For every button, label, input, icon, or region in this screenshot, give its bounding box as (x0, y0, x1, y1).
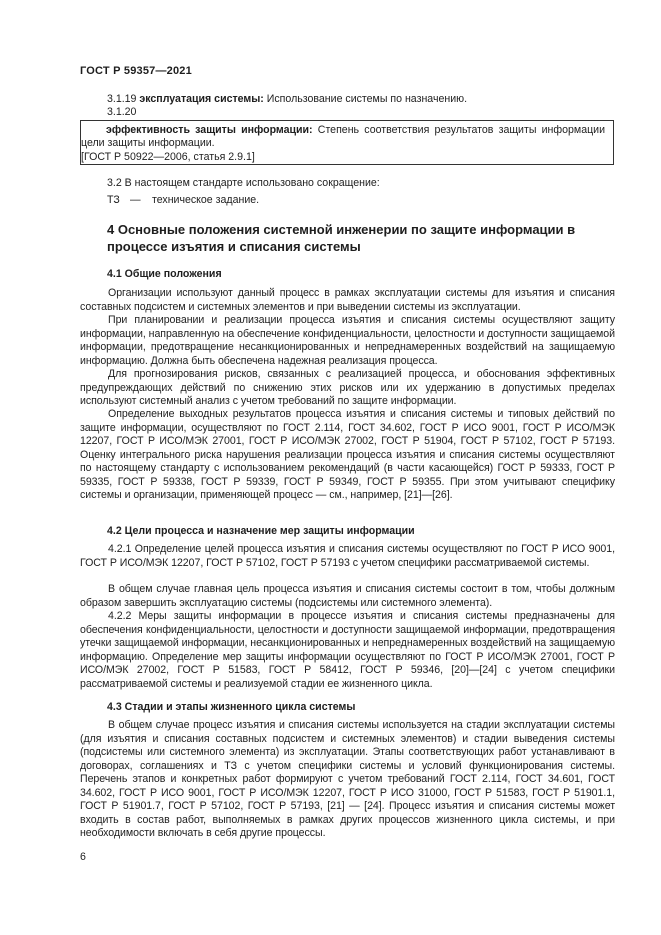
paragraph: В общем случае главная цель процесса изъятия и списания системы состоит в том, чтобы должным образом завершить эксплуатацию системы (подсистемы или системного элемента). (80, 583, 615, 609)
paragraph: 4.2.2 Меры защиты информации в процессе изъятия и списания системы предназначены для обеспечения конфиденциальности, целостности и доступности защищаемой информации, предотвращения утечки защищаемой информации, несанкционированных и непреднамеренных воздействий на защищаемую информацию. Определение мер защиты информации осуществляют по ГОСТ Р ИСО/МЭК 27001, ГОСТ Р ИСО/МЭК 27002, ГОСТ Р 51583, ГОСТ Р 58412, ГОСТ Р 59346, [20]—[24] с учетом специфики рассматриваемой системы и реализуемой стадии ее жизненного цикла. (80, 610, 615, 690)
definition-term: эксплуатация системы: (139, 93, 264, 105)
subsection-4-3-heading: 4.3 Стадии и этапы жизненного цикла системы (107, 701, 356, 713)
definition-text: Использование системы по назначению. (263, 93, 468, 105)
section-4-title: 4 Основные положения системной инженерии по защите информации в процессе изъятия и списания системы (107, 222, 576, 254)
page-number: 6 (80, 851, 86, 863)
abbreviation-dash: — (130, 194, 141, 206)
definition-number: 3.1.19 (107, 93, 140, 105)
paragraph: Организации используют данный процесс в рамках эксплуатации системы для изъятия и списания составных подсистем и системных элементов и при выведении системы из эксплуатации. (80, 287, 615, 313)
document-header: ГОСТ Р 59357—2021 (80, 65, 192, 77)
paragraph: В общем случае процесс изъятия и списания системы используется на стадии эксплуатации системы (для изъятия и списания составных подсистем и системных элементов) и стадии выведения системы (подсистемы или системного элемента) из эксплуатации. Этапы соответствующих работ устанавливают в договорах, соглашениях и ТЗ с учетом специфики системы и условий функционирования системы. Перечень этапов и конкретных работ формируют с учетом требований ГОСТ 2.114, ГОСТ 34.601, ГОСТ 34.602, ГОСТ Р ИСО 9001, ГОСТ Р ИСО/МЭК 12207, ГОСТ Р ИСО 31000, ГОСТ Р 51583, ГОСТ Р 51901.1, ГОСТ Р 51901.7, ГОСТ Р 57102, ГОСТ Р 57193, [21] — [24]. Процесс изъятия и списания системы может входить в состав работ, выполняемых в рамках других процессов жизненного цикла системы, и при необходимости включать в себя другие процессы. (80, 719, 615, 839)
paragraph: При планировании и реализации процесса изъятия и списания системы осуществляют защиту информации, направленную на обеспечение конфиденциальности, целостности и доступности защищаемой информации, предотвращение несанкционированных и непреднамеренных воздействий на защищаемую информацию. Должна быть обеспечена надежная реализация процесса. (80, 314, 615, 367)
definition-3-1-19 (107, 93, 467, 107)
paragraph: Определение выходных результатов процесса изъятия и списания системы и типовых действий по защите информации, осуществляют по ГОСТ 2.114, ГОСТ 34.602, ГОСТ Р ИСО 9001, ГОСТ Р ИСО/МЭК 12207, ГОСТ Р ИСО/МЭК 27001, ГОСТ Р ИСО/МЭК 27002, ГОСТ Р 51904, ГОСТ Р 57102, ГОСТ Р 57193. Оценку интегрального риска нарушения реализации процесса изъятия и списания системы осуществляют по настоящему стандарту с использованием рекомендаций (в части касающейся) ГОСТ Р 59333, ГОСТ Р 59335, ГОСТ Р 59338, ГОСТ Р 59339, ГОСТ Р 59349, ГОСТ Р 59355. При этом учитывают специфику системы и организации, применяющей процесс — см., например, [21]—[26]. (80, 408, 615, 501)
definition-text: Степень соответствия результатов защиты информации цели защиты информации. (81, 124, 605, 150)
abbreviation-meaning: техническое задание. (152, 194, 260, 206)
paragraph: Для прогнозирования рисков, связанных с реализацией процесса, и обоснования эффективных предупреждающих действий по снижению этих рисков или их удержанию в допустимых пределах используют системный анализ с учетом требований по защите информации. (80, 368, 615, 407)
abbreviation-code: ТЗ (107, 194, 120, 206)
definition-source: [ГОСТ Р 50922—2006, статья 2.9.1] (81, 150, 255, 163)
subsection-4-2-heading: 4.2 Цели процесса и назначение мер защиты информации (107, 525, 415, 537)
definition-number-3-1-20: 3.1.20 (107, 106, 137, 118)
paragraph: 4.2.1 Определение целей процесса изъятия и списания системы осуществляют по ГОСТ Р ИСО 9001, ГОСТ Р ИСО/МЭК 12207, ГОСТ Р 57102, ГОСТ Р 57193 с учетом специфики рассматриваемой системы. (80, 543, 615, 569)
abbreviation-intro: 3.2 В настоящем стандарте использовано сокращение: (107, 177, 380, 189)
subsection-4-1-heading: 4.1 Общие положения (107, 268, 222, 280)
definition-3-1-20 (81, 124, 605, 164)
definition-term: эффективность защиты информации: (106, 124, 313, 136)
